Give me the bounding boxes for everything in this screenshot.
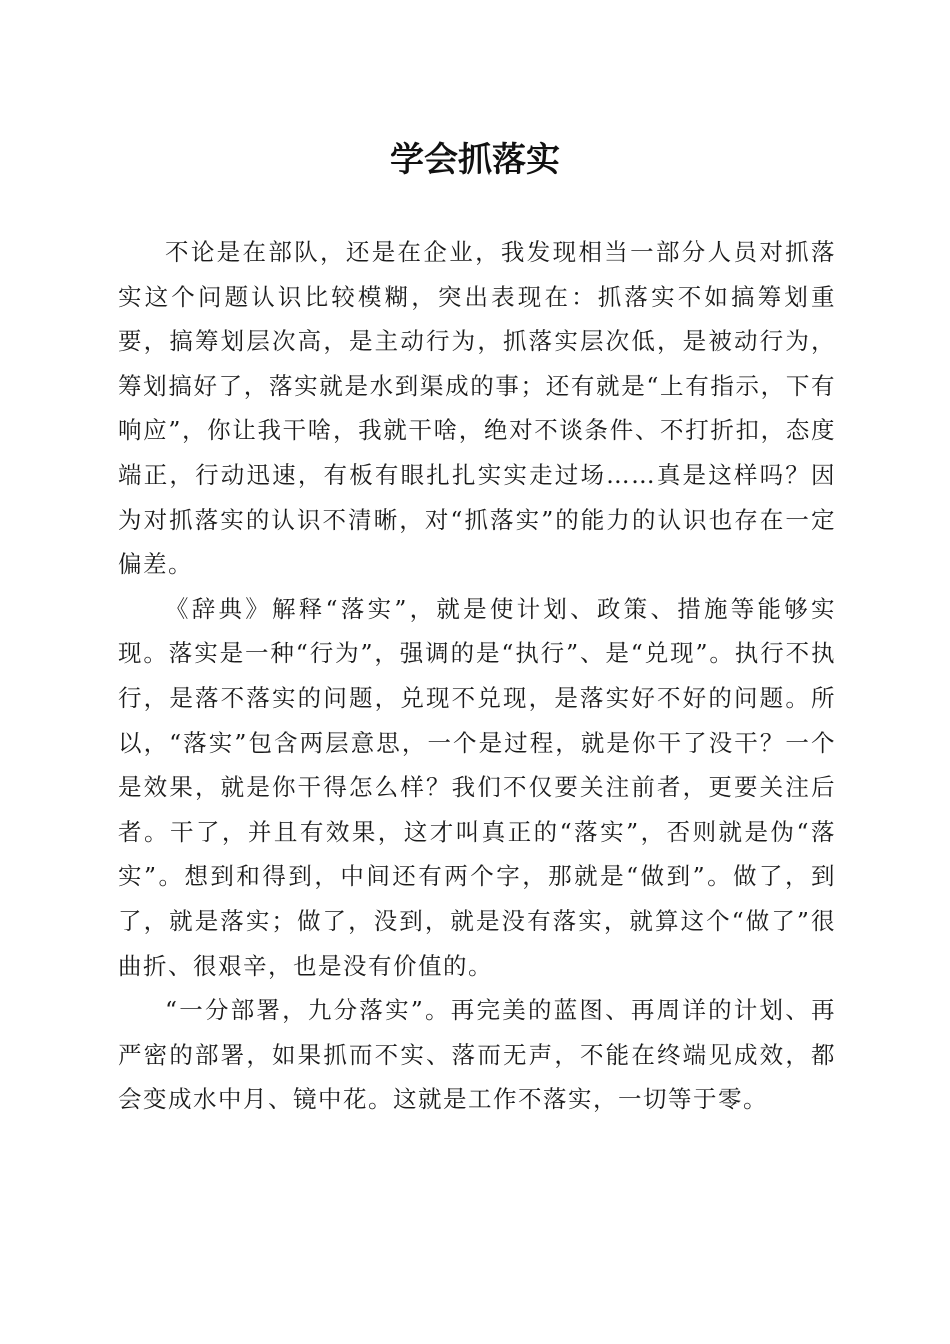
document-title: 学会抓落实 [390, 140, 560, 180]
paragraph-2: 《辞典》解释“落实”，就是使计划、政策、措施等能够实现。落实是一种“行为”，强调的是“执行”、是“兑现”。执行不执行，是落不落实的问题，兑现不兑现，是落实好不好的问题。所以，“落实”包含两层意思，一个是过程，就是你干了没干？一个是效果，就是你干得怎么样？我们不仅要关注前者，更要关注后者。干了，并且有效果，这才叫真正的“落实”，否则就是伪“落实”。想到和得到，中间还有两个字，那就是“做到”。做了，到了，就是落实；做了，没到，就是没有落实，就算这个“做了”很曲折、很艰辛，也是没有价值的。 [118, 594, 836, 980]
document-body [118, 230, 836, 1122]
paragraph-3: “一分部署，九分落实”。再完美的蓝图、再周详的计划、再严密的部署，如果抓而不实、落而无声，不能在终端见成效，都会变成水中月、镜中花。这就是工作不落实，一切等于零。 [118, 996, 836, 1114]
paragraph-1: 不论是在部队，还是在企业，我发现相当一部分人员对抓落实这个问题认识比较模糊，突出表现在：抓落实不如搞筹划重要，搞筹划层次高，是主动行为，抓落实层次低，是被动行为，筹划搞好了，落实就是水到渠成的事；还有就是“上有指示，下有响应”，你让我干啥，我就干啥，绝对不谈条件、不打折扣，态度端正，行动迅速，有板有眼扎扎实实走过场……真是这样吗？因为对抓落实的认识不清晰，对“抓落实”的能力的认识也存在一定偏差。 [118, 238, 836, 579]
